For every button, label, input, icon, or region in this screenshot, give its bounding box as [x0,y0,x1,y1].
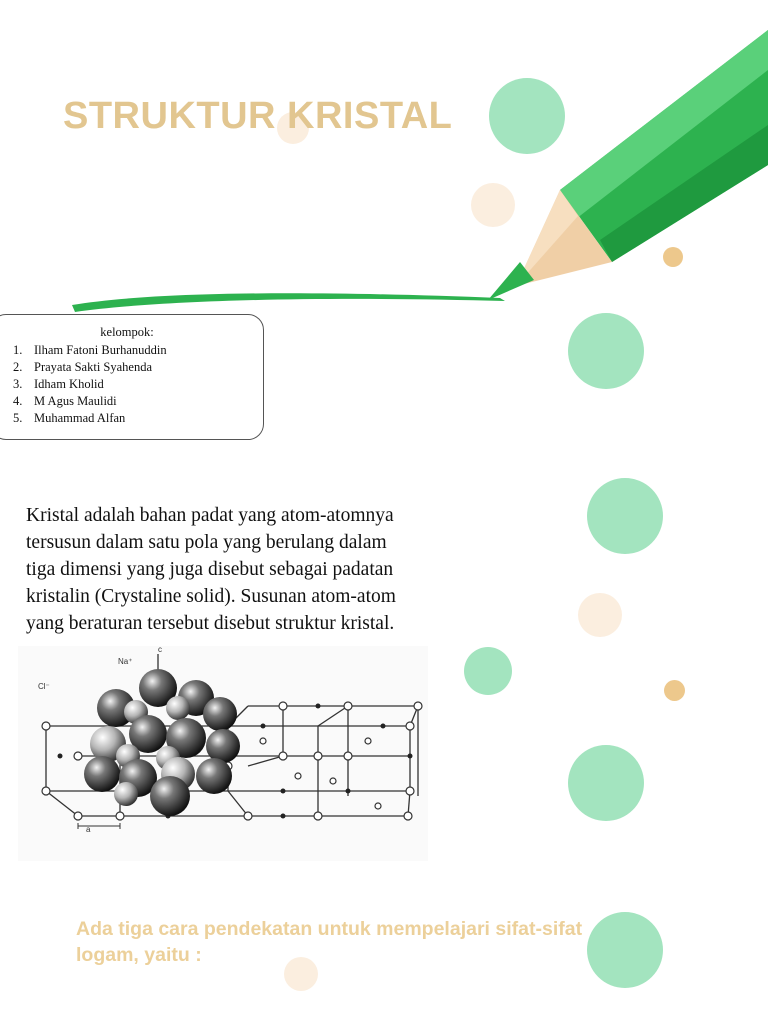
pencil-stroke [72,293,505,312]
decor-dot [587,912,663,988]
pencil-illustration [0,0,768,320]
decor-dot [664,680,685,701]
na-ion-label: Na⁺ [118,657,133,666]
cl-ion-label: Cl⁻ [38,682,50,691]
member-number: 1. [13,343,23,357]
axis-label-c: c [158,646,162,654]
group-heading: kelompok: [100,325,154,339]
member-name: Prayata Sakti Syahenda [34,360,153,374]
list-item [0,393,263,410]
member-number: 3. [13,377,23,391]
approach-intro-text [76,916,582,968]
decor-dot [587,478,663,554]
definition-paragraph [26,502,466,637]
decor-dot [464,647,512,695]
list-item [0,359,263,376]
decor-dot [578,593,622,637]
paragraph-line: tiga dimensi yang juga disebut sebagai padatan [26,559,394,580]
member-number: 4. [13,394,23,408]
axis-label-a: a [86,825,91,834]
member-list [0,342,263,427]
member-number: 2. [13,360,23,374]
group-members-box [0,314,264,440]
member-name: Ilham Fatoni Burhanuddin [34,343,167,357]
member-name: M Agus Maulidi [34,394,117,408]
page-title: STRUKTUR KRISTAL [63,95,453,137]
member-name: Idham Kholid [34,377,104,391]
footer-line: Ada tiga cara pendekatan untuk mempelajari sifat-sifat [76,918,583,940]
decor-dot [568,745,644,821]
footer-line: logam, yaitu : [76,944,202,966]
decor-dot [568,313,644,389]
nacl-crystal-figure [18,646,428,861]
member-number: 5. [13,411,23,425]
member-name: Muhammad Alfan [34,411,126,425]
paragraph-line: kristalin (Crystaline solid). Susunan atom-atom [26,586,396,607]
paragraph-line: yang beraturan tersebut disebut struktur kristal. [26,613,395,634]
list-item [0,342,263,359]
paragraph-line: Kristal adalah bahan padat yang atom-atomnya [26,505,394,526]
list-item [0,410,263,427]
paragraph-line: tersusun dalam satu pola yang berulang dalam [26,532,387,553]
list-item [0,376,263,393]
